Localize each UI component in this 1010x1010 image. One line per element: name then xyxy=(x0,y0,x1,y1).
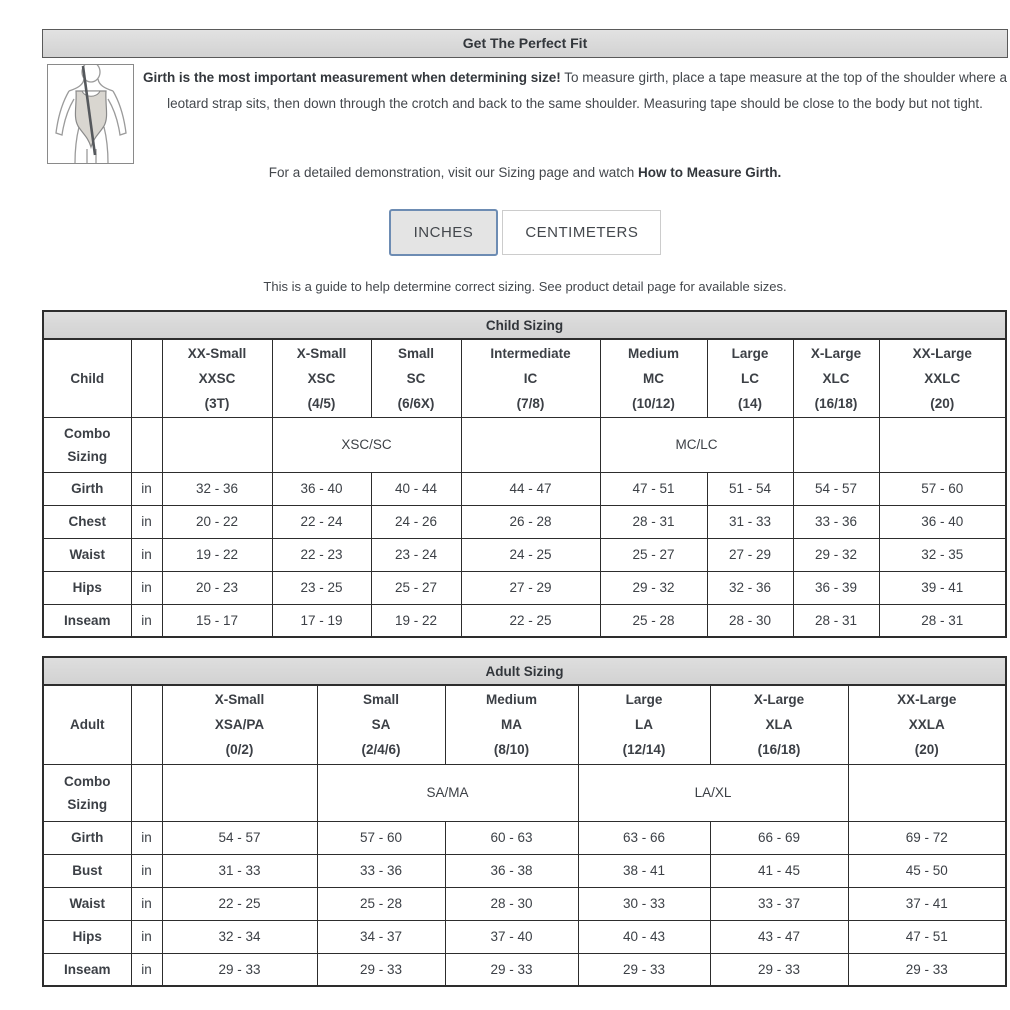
measurement-value: 33 - 37 xyxy=(710,887,848,920)
combo-empty-cell xyxy=(793,417,879,472)
measurement-unit: in xyxy=(131,953,162,986)
measurement-value: 28 - 31 xyxy=(879,604,1006,637)
measurement-label: Waist xyxy=(43,887,131,920)
inches-button[interactable]: INCHES xyxy=(389,209,499,256)
size-column-header: X-Large XLC (16/18) xyxy=(793,339,879,417)
girth-intro-text xyxy=(142,58,1008,117)
measurement-value: 40 - 44 xyxy=(371,472,461,505)
size-column-header: X-Large XLA (16/18) xyxy=(710,685,848,764)
size-column-header: X-Small XSC (4/5) xyxy=(272,339,371,417)
measurement-label: Hips xyxy=(43,920,131,953)
combo-unit-cell xyxy=(131,764,162,821)
measurement-value: 28 - 30 xyxy=(707,604,793,637)
measurement-row xyxy=(43,472,1006,505)
measurement-value: 34 - 37 xyxy=(317,920,445,953)
measurement-unit: in xyxy=(131,887,162,920)
combo-empty-cell xyxy=(461,417,600,472)
table-title-row xyxy=(43,311,1006,339)
table-row-header: Child xyxy=(43,339,131,417)
measurement-value: 63 - 66 xyxy=(578,821,710,854)
measurement-value: 29 - 33 xyxy=(848,953,1006,986)
measurement-value: 43 - 47 xyxy=(710,920,848,953)
measurement-value: 29 - 33 xyxy=(445,953,578,986)
measurement-value: 29 - 32 xyxy=(793,538,879,571)
combo-empty-cell xyxy=(162,764,317,821)
measurement-value: 30 - 33 xyxy=(578,887,710,920)
measurement-unit: in xyxy=(131,854,162,887)
measurement-value: 24 - 25 xyxy=(461,538,600,571)
measurement-value: 27 - 29 xyxy=(461,571,600,604)
combo-unit-cell xyxy=(131,417,162,472)
measurement-value: 54 - 57 xyxy=(793,472,879,505)
measurement-value: 28 - 31 xyxy=(600,505,707,538)
table-title-row xyxy=(43,657,1006,685)
measurement-label: Girth xyxy=(43,821,131,854)
measurement-value: 36 - 38 xyxy=(445,854,578,887)
measurement-value: 31 - 33 xyxy=(707,505,793,538)
measurement-value: 47 - 51 xyxy=(848,920,1006,953)
demo-bold: How to Measure Girth. xyxy=(637,165,782,180)
measurement-row xyxy=(43,505,1006,538)
table-title: Child Sizing xyxy=(43,311,1006,339)
measurement-value: 31 - 33 xyxy=(162,854,317,887)
table-row-header: Adult xyxy=(43,685,131,764)
combo-sizing-label: Combo Sizing xyxy=(43,417,131,472)
size-column-header: XX-Large XXLC (20) xyxy=(879,339,1006,417)
measurement-unit: in xyxy=(131,604,162,637)
measurement-value: 29 - 33 xyxy=(162,953,317,986)
measurement-value: 29 - 33 xyxy=(317,953,445,986)
measurement-label: Hips xyxy=(43,571,131,604)
measurement-value: 45 - 50 xyxy=(848,854,1006,887)
measurement-label: Waist xyxy=(43,538,131,571)
girth-measurement-diagram xyxy=(47,64,134,164)
sizing-guide-note: This is a guide to help determine correct sizing. See product detail page for available sizes. xyxy=(263,279,787,294)
measurement-value: 41 - 45 xyxy=(710,854,848,887)
measurement-value: 44 - 47 xyxy=(461,472,600,505)
measurement-value: 23 - 24 xyxy=(371,538,461,571)
measurement-label: Inseam xyxy=(43,953,131,986)
measurement-value: 15 - 17 xyxy=(162,604,272,637)
measurement-unit: in xyxy=(131,505,162,538)
measurement-value: 20 - 23 xyxy=(162,571,272,604)
measurement-value: 19 - 22 xyxy=(371,604,461,637)
combo-sizing-row xyxy=(43,764,1006,821)
measurement-unit: in xyxy=(131,920,162,953)
measurement-value: 28 - 31 xyxy=(793,604,879,637)
combo-empty-cell xyxy=(879,417,1006,472)
measurement-value: 36 - 39 xyxy=(793,571,879,604)
measurement-row xyxy=(43,920,1006,953)
measurement-value: 22 - 25 xyxy=(162,887,317,920)
measurement-value: 32 - 34 xyxy=(162,920,317,953)
page-title: Get The Perfect Fit xyxy=(42,29,1008,58)
measurement-value: 39 - 41 xyxy=(879,571,1006,604)
combo-sizing-row xyxy=(43,417,1006,472)
measurement-label: Inseam xyxy=(43,604,131,637)
measurement-value: 17 - 19 xyxy=(272,604,371,637)
measurement-value: 32 - 35 xyxy=(879,538,1006,571)
measurement-value: 22 - 24 xyxy=(272,505,371,538)
size-column-header: Large LC (14) xyxy=(707,339,793,417)
measurement-value: 29 - 32 xyxy=(600,571,707,604)
combo-span-cell: LA/XL xyxy=(578,764,848,821)
measurement-value: 33 - 36 xyxy=(317,854,445,887)
combo-span-cell: XSC/SC xyxy=(272,417,461,472)
size-column-header: Small SC (6/6X) xyxy=(371,339,461,417)
measurement-value: 22 - 25 xyxy=(461,604,600,637)
combo-span-cell: MC/LC xyxy=(600,417,793,472)
size-column-header: X-Small XSA/PA (0/2) xyxy=(162,685,317,764)
measurement-label: Chest xyxy=(43,505,131,538)
measurement-value: 37 - 40 xyxy=(445,920,578,953)
measurement-row xyxy=(43,854,1006,887)
unit-column-header xyxy=(131,685,162,764)
measurement-unit: in xyxy=(131,472,162,505)
measurement-value: 57 - 60 xyxy=(317,821,445,854)
measurement-value: 25 - 28 xyxy=(600,604,707,637)
measurement-value: 57 - 60 xyxy=(879,472,1006,505)
measurement-value: 51 - 54 xyxy=(707,472,793,505)
size-column-header: Medium MC (10/12) xyxy=(600,339,707,417)
measurement-label: Girth xyxy=(43,472,131,505)
size-column-header: XX-Small XXSC (3T) xyxy=(162,339,272,417)
measurement-value: 29 - 33 xyxy=(578,953,710,986)
size-column-header: Intermediate IC (7/8) xyxy=(461,339,600,417)
measurement-value: 38 - 41 xyxy=(578,854,710,887)
adult-sizing-table xyxy=(42,656,1007,987)
size-header-row xyxy=(43,685,1006,764)
measurement-row xyxy=(43,953,1006,986)
measurement-value: 32 - 36 xyxy=(162,472,272,505)
measurement-value: 29 - 33 xyxy=(710,953,848,986)
size-column-header: Medium MA (8/10) xyxy=(445,685,578,764)
measurement-value: 22 - 23 xyxy=(272,538,371,571)
measurement-value: 27 - 29 xyxy=(707,538,793,571)
measurement-value: 37 - 41 xyxy=(848,887,1006,920)
measurement-value: 25 - 28 xyxy=(317,887,445,920)
measurement-value: 54 - 57 xyxy=(162,821,317,854)
girth-intro-section xyxy=(42,58,1008,155)
measurement-value: 33 - 36 xyxy=(793,505,879,538)
measurement-row xyxy=(43,571,1006,604)
child-sizing-table xyxy=(42,310,1007,638)
measurement-value: 25 - 27 xyxy=(600,538,707,571)
measurement-row xyxy=(43,887,1006,920)
measurement-value: 36 - 40 xyxy=(272,472,371,505)
combo-sizing-label: Combo Sizing xyxy=(43,764,131,821)
girth-intro-rest: To measure girth, place a tape measure at the top of the shoulder where a leotard strap sits, then down through the crotch and back to the same shoulder. Measuring tape should be close to the body but not tight. xyxy=(167,70,1008,111)
size-column-header: Small SA (2/4/6) xyxy=(317,685,445,764)
size-column-header: XX-Large XXLA (20) xyxy=(848,685,1006,764)
measurement-row xyxy=(43,604,1006,637)
measurement-value: 36 - 40 xyxy=(879,505,1006,538)
table-title: Adult Sizing xyxy=(43,657,1006,685)
demo-text: For a detailed demonstration, visit our Sizing page and watch xyxy=(268,165,638,180)
measurement-value: 69 - 72 xyxy=(848,821,1006,854)
measurement-value: 40 - 43 xyxy=(578,920,710,953)
unit-toggle xyxy=(42,209,1008,256)
measurement-value: 24 - 26 xyxy=(371,505,461,538)
combo-empty-cell xyxy=(162,417,272,472)
combo-span-cell: SA/MA xyxy=(317,764,578,821)
measurement-value: 47 - 51 xyxy=(600,472,707,505)
size-column-header: Large LA (12/14) xyxy=(578,685,710,764)
girth-intro-bold: Girth is the most important measurement when determining size! xyxy=(142,70,561,85)
measurement-value: 25 - 27 xyxy=(371,571,461,604)
measurement-label: Bust xyxy=(43,854,131,887)
unit-column-header xyxy=(131,339,162,417)
measurement-unit: in xyxy=(131,571,162,604)
leotard-figure-icon xyxy=(48,65,133,163)
measurement-row xyxy=(43,821,1006,854)
measurement-value: 28 - 30 xyxy=(445,887,578,920)
size-header-row xyxy=(43,339,1006,417)
measurement-row xyxy=(43,538,1006,571)
measurement-unit: in xyxy=(131,538,162,571)
measurement-unit: in xyxy=(131,821,162,854)
measurement-value: 26 - 28 xyxy=(461,505,600,538)
measurement-value: 60 - 63 xyxy=(445,821,578,854)
demo-instruction xyxy=(42,165,1008,180)
combo-empty-cell xyxy=(848,764,1006,821)
measurement-value: 19 - 22 xyxy=(162,538,272,571)
centimeters-button[interactable]: CENTIMETERS xyxy=(502,210,661,255)
measurement-value: 32 - 36 xyxy=(707,571,793,604)
measurement-value: 23 - 25 xyxy=(272,571,371,604)
measurement-value: 66 - 69 xyxy=(710,821,848,854)
measurement-value: 20 - 22 xyxy=(162,505,272,538)
